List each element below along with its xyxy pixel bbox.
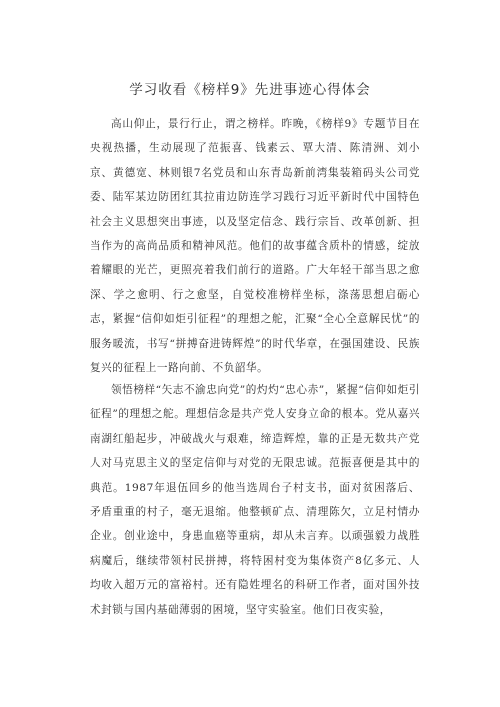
- document-title: 学习收看《榜样9》先进事迹心得体会: [129, 82, 371, 98]
- paragraph-1: 高山仰止，景行行止，谓之榜样。昨晚，《榜样9》专题节目在央视热播，生动展现了范振喜、钱素云、覃大清、陈清洲、刘小京、黄德宽、林则银7名党员和山东青岛新前湾集装箱码头公司党委、陆军某边防团红其拉甫边防连学习践行习近平新时代中国特色社会主义思想突出事迹，以及坚定信念、践行宗旨、改革创新、担当作为的高尚品质和精神风范。他们的故事蕴含质朴的情感，绽放着耀眼的光芒，更照亮着我们前行的道路。广大年轻干部当思之愈深、学之愈明、行之愈坚，自觉校准榜样坐标，涤荡思想启砺心志，紧握“信仰如炬引征程”的理想之舵，汇聚“全心全意解民忧”的服务暖流，书写“拼搏奋进铸辉煌”的时代华章，在强国建设、民族复兴的征程上一路向前、不负韶华。: [90, 118, 420, 375]
- paragraph-2: 领悟榜样“矢志不渝忠向党”的灼灼“忠心赤”，紧握“信仰如炬引征程”的理想之舵。理想信念是共产党人安身立命的根本。党从嘉兴南湖红船起步，冲破战火与艰难，缔造辉煌，靠的正是无数共产党人对马克思主义的坚定信仰与对党的无限忠诚。范振喜便是其中的典范。1987年退伍回乡的他当选周台子村支书，面对贫困落后、矛盾重重的村子，毫无退缩。他整顿矿点、清理陈欠，立足村情办企业。创业途中，身患血癌等重病，却从未言弃。以顽强毅力战胜病魔后，继续带领村民拼搏，将特困村变为集体资产8亿多元、人均收入超万元的富裕村。还有隐姓埋名的科研工作者，面对国外技术封锁与国内基础薄弱的困境，坚守实验室。他们日夜实验，: [90, 384, 420, 616]
